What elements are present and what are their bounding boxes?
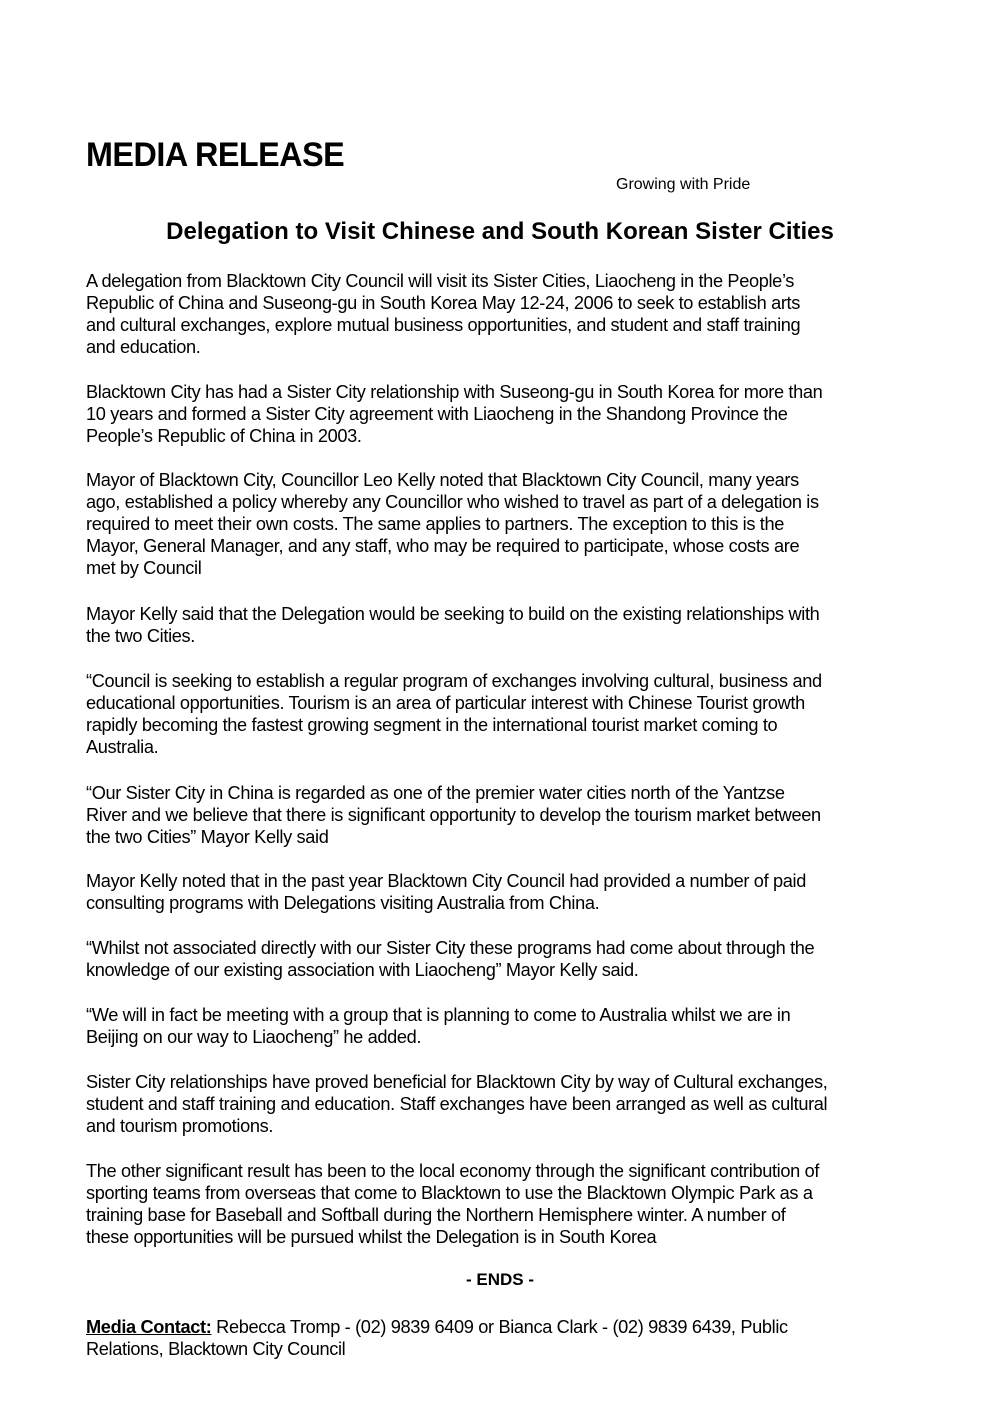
text-line: required to meet their own costs. The same applies to partners. The exception to this is the: [86, 514, 785, 534]
text-line: Mayor Kelly noted that in the past year Blacktown City Council had provided a number of paid: [86, 871, 806, 891]
text-line: ago, established a policy whereby any Councillor who wished to travel as part of a delegation is: [86, 492, 819, 512]
media-contact-details: Rebecca Tromp - (02) 9839 6409 or Bianca Clark - (02) 9839 6439, Public: [211, 1317, 788, 1337]
text-line: training base for Baseball and Softball during the Northern Hemisphere winter. A number of: [86, 1205, 786, 1225]
text-line: rapidly becoming the fastest growing segment in the international tourist market coming to: [86, 715, 778, 735]
text-line: and cultural exchanges, explore mutual business opportunities, and student and staff training: [86, 315, 801, 335]
text-line: Mayor, General Manager, and any staff, who may be required to participate, whose costs are: [86, 536, 800, 556]
text-line: People’s Republic of China in 2003.: [86, 426, 362, 446]
text-line: sporting teams from overseas that come to Blacktown to use the Blacktown Olympic Park as a: [86, 1183, 813, 1203]
document-title: MEDIA RELEASE: [86, 136, 345, 174]
text-line: the two Cities” Mayor Kelly said: [86, 827, 329, 847]
text-line: Mayor Kelly said that the Delegation would be seeking to build on the existing relationships with: [86, 604, 820, 624]
text-line: A delegation from Blacktown City Council will visit its Sister Cities, Liaocheng in the People’s: [86, 271, 795, 291]
paragraph-intro: [86, 270, 946, 358]
text-line: The other significant result has been to the local economy through the significant contribution of: [86, 1161, 820, 1181]
text-line: “Whilst not associated directly with our Sister City these programs had come about through the: [86, 938, 815, 958]
paragraph-quote-beijing: [86, 1004, 946, 1048]
paragraph-quote-exchanges: [86, 670, 946, 758]
text-line: these opportunities will be pursued whilst the Delegation is in South Korea: [86, 1227, 657, 1247]
paragraph-economy: [86, 1160, 946, 1248]
text-line: and education.: [86, 337, 201, 357]
text-line: knowledge of our existing association with Liaocheng” Mayor Kelly said.: [86, 960, 639, 980]
media-contact: [86, 1316, 946, 1360]
text-line: [86, 1316, 946, 1338]
text-line: Relations, Blacktown City Council: [86, 1339, 346, 1359]
text-line: Beijing on our way to Liaocheng” he added.: [86, 1027, 422, 1047]
paragraph-consulting: [86, 870, 946, 914]
text-line: “We will in fact be meeting with a group that is planning to come to Australia whilst we are in: [86, 1005, 791, 1025]
ends-marker: - ENDS -: [466, 1270, 534, 1289]
paragraph-quote-association: [86, 937, 946, 981]
paragraph-history: [86, 381, 946, 447]
text-line: Sister City relationships have proved beneficial for Blacktown City by way of Cultural exchanges,: [86, 1072, 828, 1092]
paragraph-policy: [86, 469, 946, 579]
paragraph-relationships: [86, 603, 946, 647]
text-line: consulting programs with Delegations visiting Australia from China.: [86, 893, 600, 913]
text-line: the two Cities.: [86, 626, 195, 646]
headline: Delegation to Visit Chinese and South Korean Sister Cities: [166, 218, 834, 245]
text-line: Republic of China and Suseong-gu in South Korea May 12-24, 2006 to seek to establish arts: [86, 293, 800, 313]
text-line: met by Council: [86, 558, 202, 578]
tagline: Growing with Pride: [616, 176, 751, 193]
text-line: “Our Sister City in China is regarded as one of the premier water cities north of the Yantzse: [86, 783, 785, 803]
text-line: Australia.: [86, 737, 159, 757]
text-line: educational opportunities. Tourism is an area of particular interest with Chinese Tourist growth: [86, 693, 805, 713]
media-contact-label: Media Contact:: [86, 1317, 212, 1337]
text-line: Blacktown City has had a Sister City relationship with Suseong-gu in South Korea for more than: [86, 382, 823, 402]
text-line: 10 years and formed a Sister City agreement with Liaocheng in the Shandong Province the: [86, 404, 788, 424]
paragraph-benefits: [86, 1071, 946, 1137]
text-line: student and staff training and education. Staff exchanges have been arranged as well as cultural: [86, 1094, 828, 1114]
text-line: River and we believe that there is significant opportunity to develop the tourism market between: [86, 805, 821, 825]
paragraph-quote-water-cities: [86, 782, 946, 848]
text-line: Mayor of Blacktown City, Councillor Leo Kelly noted that Blacktown City Council, many years: [86, 470, 799, 490]
text-line: “Council is seeking to establish a regular program of exchanges involving cultural, business and: [86, 671, 822, 691]
text-line: and tourism promotions.: [86, 1116, 274, 1136]
